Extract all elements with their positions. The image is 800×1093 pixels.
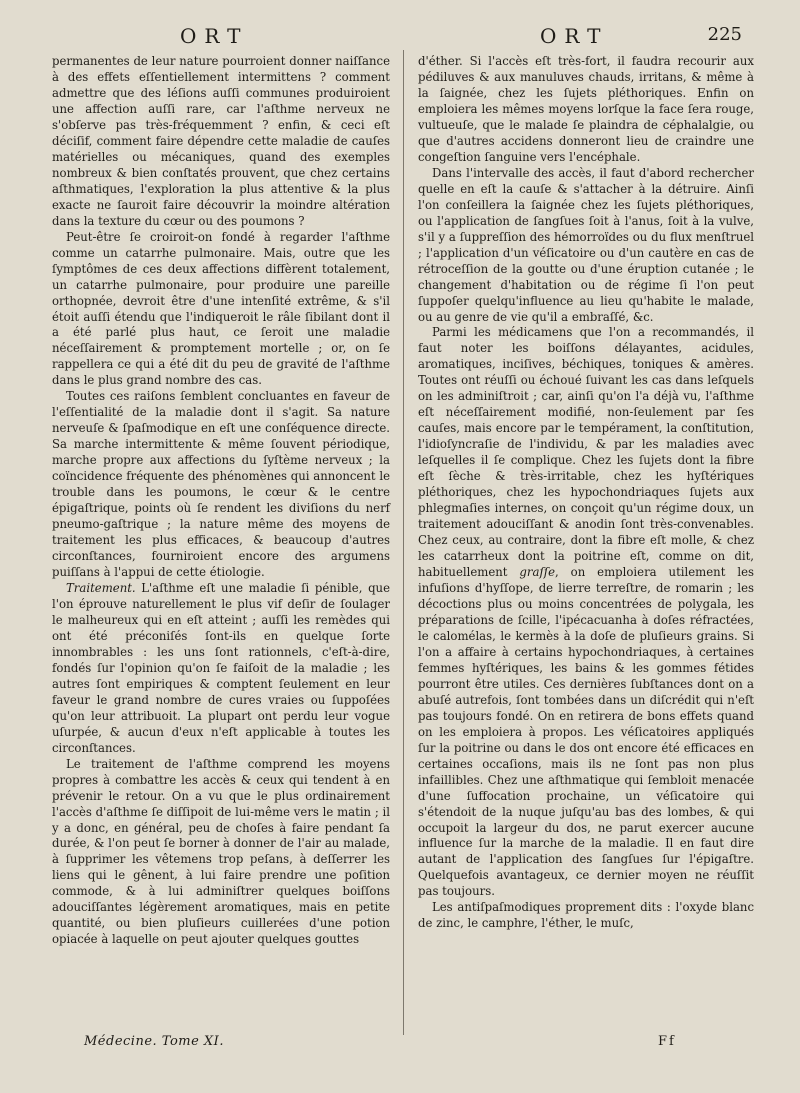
paragraph: Toutes ces raiſons ſemblent concluantes en faveur de l'eſſentialité de la maladie dont il s'agit. Sa nature nerveuſe & ſpaſmodique en eſt une conſéquence directe. Sa marche intermittente & même ſouvent périodique, marche propre aux affections du ſyſtème nerveux ; la coïncidence fréquente des phénomènes qui annoncent le trouble dans les poumons, le cœur & le centre épigaſtrique, points où ſe rendent les diviſions du nerf pneumo-gaſtrique ; la nature même des moyens de traitement les plus efficaces, & beaucoup d'autres circonſtances, fourniroient encore des argumens puiſſans à l'appui de cette étiologie. [52,389,390,579]
paragraph: Les antiſpaſmodiques proprement dits : l'oxyde blanc de zinc, le camphre, l'éther, le muſc, [418,900,754,931]
section-heading-traitement: Traitement. [66,580,136,595]
paragraph: Peut-être ſe croiroit-on fondé à regarder l'aſthme comme un catarrhe pulmonaire. Mais, outre que les ſymptômes de ces deux affections diffèrent totalement, un catarrhe pulmonaire, pour produire une pareille orthopnée, devroit être d'une intenſité extrême, & s'il étoit auſſi étendu que l'indiqueroit le râle ſibilant dont il a été parlé plus haut, ce ſeroit une maladie néceſſairement & promptement mortelle ; or, on ſe rappellera ce qui a été dit du peu de gravité de l'aſthme dans le plus grand nombre des cas. [52,229,390,388]
right-column [418,54,754,932]
medicamens-text-cont: , on emploiera utilement les infuſions d'hyſſope, de lierre terreſtre, de romarin ; les décoctions plus ou moins concentrées de polygala, les préparations de ſcille, l'ipécacuanha à doſes réfractées, le calomélas, le kermès à la doſe de pluſieurs grains. Si l'on a affaire à certains hypochondriaques, à certaines femmes hyſtériques, les bains & les gommes fétides pourront être utiles. Ces dernières ſubſtances dont on a abuſé autrefois, ſont tombées dans un diſcrédit qui n'eſt pas toujours fondé. On en retirera de bons effets quand on les emploiera à propos. Les véſicatoires appliqués ſur la poitrine ou dans le dos ont encore été efficaces en certaines occaſions, mais ils ne ſont pas non plus infaillibles. Chez une aſthmatique qui ſembloit menacée d'une ſuffocation prochaine, un véſicatoire qui s'étendoit de la nuque juſqu'au bas des lombes, & qui occupoit la largeur du dos, ne parut exercer aucune influence ſur la marche de la maladie. Il en faut dire autant de l'application des ſangſues ſur l'épigaſtre. Quelquefois avantageux, ce dernier moyen ne réuſſit pas toujours. [418,565,754,899]
footer-volume: Médecine. Tome XI. [84,1034,224,1049]
paragraph: permanentes de leur nature pourroient donner naiſſance à des effets eſſentiellement intermittens ? comment admettre que des léſions auſſi communes produiroient une affection auſſi rare, car l'aſthme nerveux ne s'obſerve pas très-fréquemment ? enfin, & ceci eſt déciſif, comment faire dépendre cette maladie de cauſes matérielles ou mécaniques, quand des exemples nombreux & bien conſtatés prouvent, que chez certains aſthmatiques, l'exploration la plus attentive & la plus exacte ne ſauroit faire découvrir la moindre altération dans la texture du cœur ou des poumons ? [52,54,390,228]
paragraph: d'éther. Si l'accès eſt très-fort, il faudra recourir aux pédiluves & aux manuluves chauds, irritans, & même à la ſaignée, chez les ſujets pléthoriques. Enfin on emploiera les mêmes moyens lorſque la face ſera rouge, vultueuſe, que le malade ſe plaindra de céphalalgie, ou que d'autres accidens donneront lieu de craindre une congeſtion ſanguine vers l'encéphale. [418,54,754,164]
italic-word: graſſe [519,565,556,579]
page-number: 225 [707,24,742,45]
paragraph: Dans l'intervalle des accès, il faut d'abord rechercher quelle en eſt la cauſe & s'attacher à la détruire. Ainſi l'on conſeillera la ſaignée chez les ſujets pléthoriques, ou l'application de ſangſues ſoit à l'anus, ſoit à la vulve, s'il y a ſuppreſſion des hémorroïdes ou du flux menſtruel ; l'application d'un véſicatoire ou d'un cautère en cas de rétroceſſion de la goutte ou d'une éruption cutanée ; le changement d'habitation ou de régime ſi l'on peut ſuppoſer quelqu'influence au lieu qu'habite le malade, ou au genre de vie qu'il a embraſſé, &c. [418,165,754,324]
left-column [52,54,390,948]
paragraph: Le traitement de l'aſthme comprend les moyens propres à combattre les accès & ceux qui tendent à en prévenir le retour. On a vu que le plus ordinairement l'accès d'aſthme ſe diſſipoit de lui-même vers le matin ; il y a donc, en général, peu de choſes à faire pendant ſa durée, & l'on peut ſe borner à donner de l'air au malade, à ſupprimer les vêtemens trop peſans, à deſſerrer les liens qui le gênent, à lui faire prendre une poſition commode, & à lui adminiſtrer quelques boiſſons adouciſſantes légèrement aromatiques, mais en petite quantité, ou bien pluſieurs cuillerées d'une potion opiacée à laquelle on peut ajouter quelques gouttes [52,756,390,947]
signature-mark: Ff [658,1034,676,1049]
traitement-text: L'aſthme eſt une maladie ſi pénible, que l'on éprouve naturellement le plus vif deſir de ſoulager le malheureux qui en eſt atteint ; auſſi les remèdes qui ont été préconiſés ſont-ils en quelque ſorte innombrables : les uns ſont rationnels, c'eſt-à-dire, fondés ſur l'opinion qu'on ſe faiſoit de la maladie ; les autres ſont empiriques & comptent ſeulement en leur faveur le grand nombre de cures vraies ou ſuppoſées qu'on leur attribuoit. La plupart ont perdu leur vogue uſurpée, & aucun d'eux n'eſt applicable à toutes les circonſtances. [52,580,390,755]
running-head-right: ORT [540,24,609,48]
running-head-left: ORT [180,24,249,48]
page-header [0,24,800,50]
paragraph-traitement [52,581,390,757]
page-footer [0,1034,800,1054]
medicamens-text: Parmi les médicamens que l'on a recommandés, il faut noter les boiſſons délayantes, acidules, aromatiques, inciſives, béchiques, toniques & amères. Toutes ont réuſſi ou échoué ſuivant les cas dans leſquels on les adminiſtroit ; car, ainſi qu'on l'a déjà vu, l'aſthme eſt néceſſairement modifié, non-ſeulement par ſes cauſes, mais encore par le tempérament, la conſtitution, l'idioſyncraſie de l'individu, & par les maladies avec leſquelles il ſe complique. Chez les ſujets dont la fibre eſt ſèche & très-irritable, chez les hyſtériques pléthoriques, chez les hypochondriaques ſujets aux phlegmaſies internes, on conçoit qu'un régime doux, un traitement adouciſſant & anodin ſont très-convenables. Chez ceux, au contraire, dont la fibre eſt molle, & chez les catarrheux dont la poitrine eſt, comme on dit, habituellement [418,325,754,579]
paragraph-medicamens [418,325,754,900]
column-divider [403,50,404,1035]
